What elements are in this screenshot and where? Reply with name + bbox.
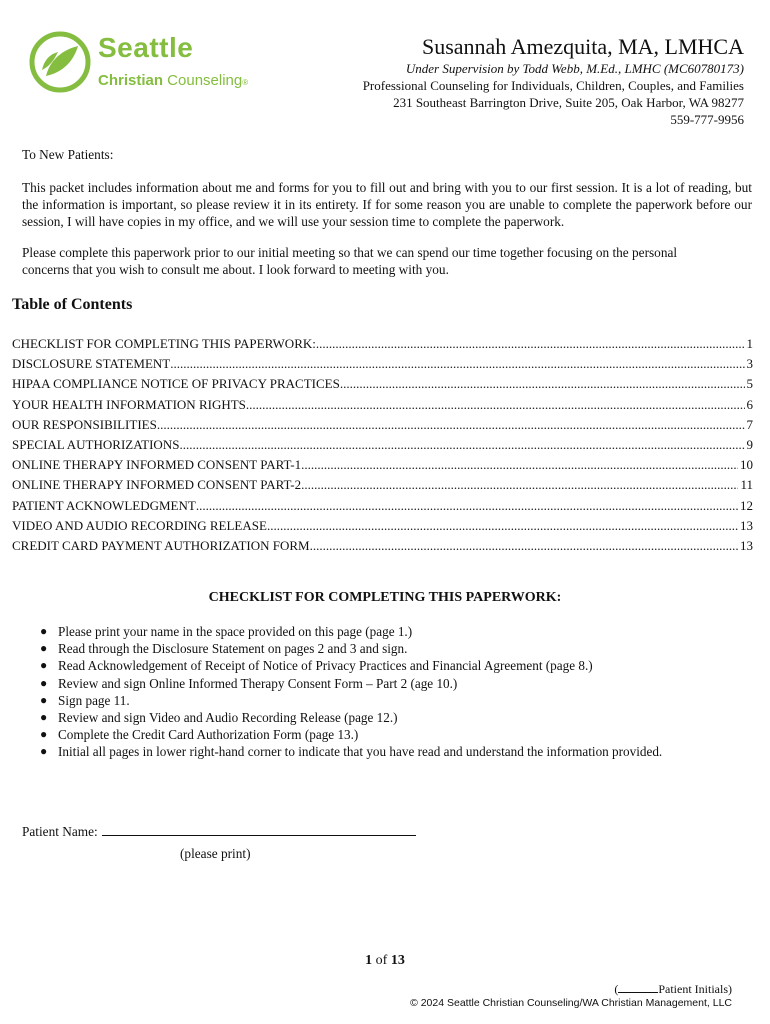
intro-paragraph-2: Please complete this paperwork prior to our initial meeting so that we can spend our time together focusing on the personal concerns that you wish to consult me about. I look forward to meeting with you.	[22, 245, 678, 277]
supervision-line: Under Supervision by Todd Webb, M.Ed., LMHC (MC60780173)	[405, 61, 744, 76]
list-item: ● Complete the Credit Card Authorization Form (page 13.)	[40, 727, 359, 743]
leaf-logo-icon	[28, 30, 92, 94]
tagline: Professional Counseling for Individuals, Children, Couples, and Families	[362, 78, 744, 93]
letterhead	[284, 34, 744, 128]
toc-item[interactable]: ONLINE THERAPY INFORMED CONSENT PART-2 ..... 11	[12, 475, 753, 495]
bullet-icon: ●	[40, 710, 48, 725]
phone: 559-777-9956	[670, 112, 744, 127]
bullet-icon: ●	[40, 744, 48, 759]
toc-item[interactable]: ONLINE THERAPY INFORMED CONSENT PART-1 ..... 10	[12, 455, 753, 475]
address: 231 Southeast Barrington Drive, Suite 205, Oak Harbor, WA 98277	[393, 95, 744, 110]
bullet-icon: ●	[40, 675, 48, 690]
toc-item[interactable]: PATIENT ACKNOWLEDGMENT ..... 12	[12, 496, 753, 516]
bullet-icon: ●	[40, 641, 48, 656]
list-item: ● Initial all pages in lower right-hand corner to indicate that you have read and understand the information provided.	[40, 744, 663, 760]
please-print-hint: (please print)	[180, 846, 251, 861]
intro-paragraph-1: This packet includes information about me and forms for you to fill out and bring with you to our first session. It is a lot of reading, but the information is important, so please review it in its entirety. If for some reason you are unable to complete the paperwork before our session, I will have copies in my office, and we will use your session time to complete the paperwork.	[22, 180, 752, 229]
page-number: 1 of 13	[365, 953, 405, 968]
table-of-contents	[12, 334, 753, 556]
patient-name-label: Patient Name:	[22, 824, 98, 839]
patient-name-row	[22, 822, 416, 840]
patient-initials: ( Patient Initials)	[614, 982, 732, 996]
bullet-icon: ●	[40, 658, 48, 673]
counselor-name: Susannah Amezquita, MA, LMHCA	[421, 34, 744, 59]
toc-item[interactable]: DISCLOSURE STATEMENT ..... 3	[12, 354, 753, 374]
checklist	[38, 623, 678, 761]
toc-item[interactable]: YOUR HEALTH INFORMATION RIGHTS ..... 6	[12, 395, 753, 415]
toc-item[interactable]: CHECKLIST FOR COMPLETING THIS PAPERWORK: ..... 1	[12, 334, 753, 354]
bullet-icon: ●	[40, 624, 48, 638]
bullet-icon: ●	[40, 727, 48, 742]
list-item: ● Review and sign Online Informed Therapy Consent Form – Part 2 (age 10.)	[40, 675, 458, 691]
greeting: To New Patients:	[22, 147, 114, 162]
list-item: ● Review and sign Video and Audio Recording Release (page 12.)	[40, 710, 398, 726]
list-item: ● Read through the Disclosure Statement on pages 2 and 3 and sign.	[40, 641, 408, 657]
initials-field[interactable]	[618, 982, 658, 993]
list-item: ● Sign page 11.	[40, 692, 130, 708]
logo-subtitle: Christian Counseling®	[98, 72, 249, 89]
list-item: ● Read Acknowledgement of Receipt of Notice of Privacy Practices and Financial Agreement (page 8.)	[40, 658, 593, 674]
list-item: ● Please print your name in the space provided on this page (page 1.)	[40, 624, 413, 639]
patient-name-field[interactable]	[102, 822, 416, 836]
bullet-icon: ●	[40, 692, 48, 707]
toc-item[interactable]: VIDEO AND AUDIO RECORDING RELEASE ..... 13	[12, 516, 753, 536]
toc-item[interactable]: SPECIAL AUTHORIZATIONS ..... 9	[12, 435, 753, 455]
toc-heading: Table of Contents	[12, 296, 133, 313]
checklist-heading: CHECKLIST FOR COMPLETING THIS PAPERWORK:	[208, 590, 562, 605]
logo	[28, 30, 278, 94]
toc-item[interactable]: OUR RESPONSIBILITIES ..... 7	[12, 415, 753, 435]
toc-item[interactable]: HIPAA COMPLIANCE NOTICE OF PRIVACY PRACTICES ..... 5	[12, 374, 753, 394]
toc-item[interactable]: CREDIT CARD PAYMENT AUTHORIZATION FORM ..... 13	[12, 536, 753, 556]
copyright: © 2024 Seattle Christian Counseling/WA Christian Management, LLC	[410, 997, 732, 1009]
logo-word: Seattle	[98, 32, 194, 63]
